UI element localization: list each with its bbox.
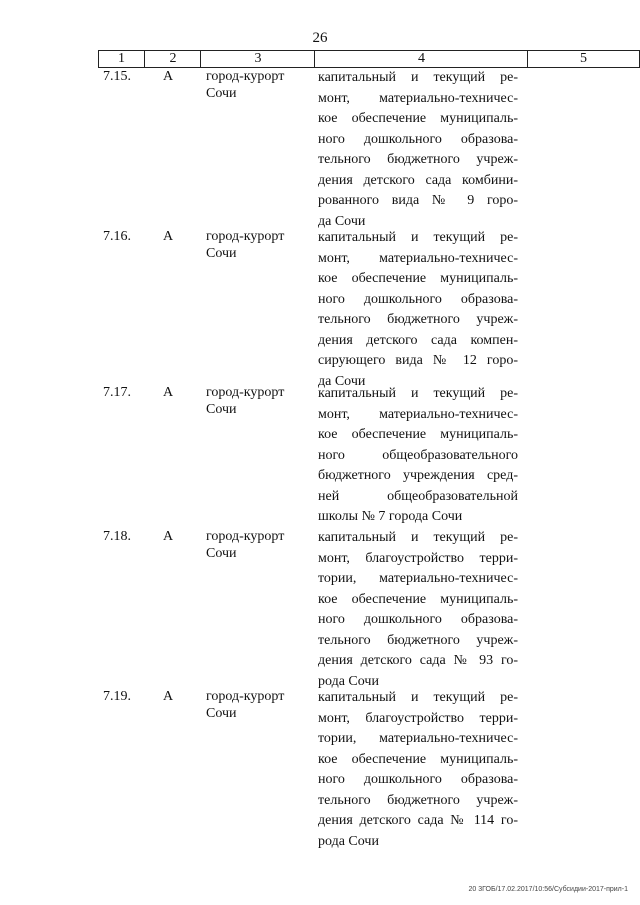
desc-line: монт, материально-техничес- xyxy=(318,90,518,106)
row-city xyxy=(206,228,306,262)
desc-line: дения детского сада компен- xyxy=(318,332,518,348)
row-number: 7.17. xyxy=(103,385,131,400)
row-category: А xyxy=(163,385,174,400)
desc-line: монт, материально-техничес- xyxy=(318,250,518,266)
row-description xyxy=(318,68,518,232)
desc-line: рода Сочи xyxy=(318,673,379,689)
row-description xyxy=(318,688,518,852)
header-col-3: 3 xyxy=(200,51,315,67)
desc-line: капитальный и текущий ре- xyxy=(318,530,518,545)
city-line: Сочи xyxy=(206,246,237,261)
row-number: 7.18. xyxy=(103,529,131,544)
desc-line: тельного бюджетного учреж- xyxy=(318,312,518,327)
desc-line: кое обеспечение муниципаль- xyxy=(318,751,518,767)
header-col-2: 2 xyxy=(144,51,201,67)
document-footer: 20 3ГОБ/17.02.2017/10:56/Субсидии-2017-прил-1 xyxy=(468,886,628,893)
desc-line: тории, материально-техничес- xyxy=(318,731,518,746)
desc-line: монт, благоустройство терри- xyxy=(318,550,518,566)
city-line: город-курорт xyxy=(206,689,285,704)
desc-line: дения детского сада № 114 го- xyxy=(318,813,518,828)
row-number: 7.15. xyxy=(103,69,131,84)
row-city xyxy=(206,384,306,418)
row-number: 7.16. xyxy=(103,229,131,244)
header-col-4: 4 xyxy=(314,51,528,67)
desc-line: ного дошкольного образова- xyxy=(318,772,518,787)
desc-line: ного дошкольного образова- xyxy=(318,291,518,307)
desc-line: тельного бюджетного учреж- xyxy=(318,152,518,167)
desc-line: кое обеспечение муниципаль- xyxy=(318,591,518,607)
header-col-5: 5 xyxy=(527,51,639,67)
desc-line: капитальный и текущий ре- xyxy=(318,690,518,705)
desc-line: дения детского сада № 93 го- xyxy=(318,653,518,668)
row-description xyxy=(318,528,518,692)
city-line: город-курорт xyxy=(206,69,285,84)
desc-line: капитальный и текущий ре- xyxy=(318,70,518,85)
desc-line: да Сочи xyxy=(318,213,366,229)
desc-line: ного дошкольного образова- xyxy=(318,612,518,627)
desc-line: монт, благоустройство терри- xyxy=(318,710,518,726)
row-city xyxy=(206,528,306,562)
desc-line: капитальный и текущий ре- xyxy=(318,386,518,401)
desc-line: рованного вида № 9 горо- xyxy=(318,193,518,208)
city-line: Сочи xyxy=(206,546,237,561)
desc-line: тории, материально-техничес- xyxy=(318,571,518,586)
page-number: 26 xyxy=(312,30,328,46)
desc-line: рода Сочи xyxy=(318,833,379,849)
row-description xyxy=(318,228,518,392)
desc-line: бюджетного учреждения сред- xyxy=(318,468,518,483)
desc-line: ней общеобразовательной xyxy=(318,488,518,504)
row-description xyxy=(318,384,518,528)
desc-line: сирующего вида № 12 горо- xyxy=(318,353,518,368)
city-line: город-курорт xyxy=(206,529,285,544)
row-city xyxy=(206,688,306,722)
desc-line: тельного бюджетного учреж- xyxy=(318,792,518,808)
city-line: Сочи xyxy=(206,86,237,101)
city-line: Сочи xyxy=(206,402,237,417)
row-number: 7.19. xyxy=(103,689,131,704)
desc-line: кое обеспечение муниципаль- xyxy=(318,111,518,126)
desc-line: да Сочи xyxy=(318,373,366,389)
desc-line: школы № 7 города Сочи xyxy=(318,509,463,524)
desc-line: тельного бюджетного учреж- xyxy=(318,632,518,648)
row-category: А xyxy=(163,529,174,544)
row-city xyxy=(206,68,306,102)
row-category: А xyxy=(163,689,174,704)
desc-line: дения детского сада комбини- xyxy=(318,172,518,188)
row-category: А xyxy=(163,229,174,244)
desc-line: монт, материально-техничес- xyxy=(318,406,518,422)
desc-line: ного общеобразовательного xyxy=(318,447,518,463)
desc-line: кое обеспечение муниципаль- xyxy=(318,271,518,286)
city-line: город-курорт xyxy=(206,229,285,244)
city-line: город-курорт xyxy=(206,385,285,400)
row-category: А xyxy=(163,69,174,84)
desc-line: капитальный и текущий ре- xyxy=(318,230,518,245)
desc-line: ного дошкольного образова- xyxy=(318,131,518,147)
table-header xyxy=(98,50,640,68)
header-col-1: 1 xyxy=(118,51,125,66)
desc-line: кое обеспечение муниципаль- xyxy=(318,427,518,442)
city-line: Сочи xyxy=(206,706,237,721)
